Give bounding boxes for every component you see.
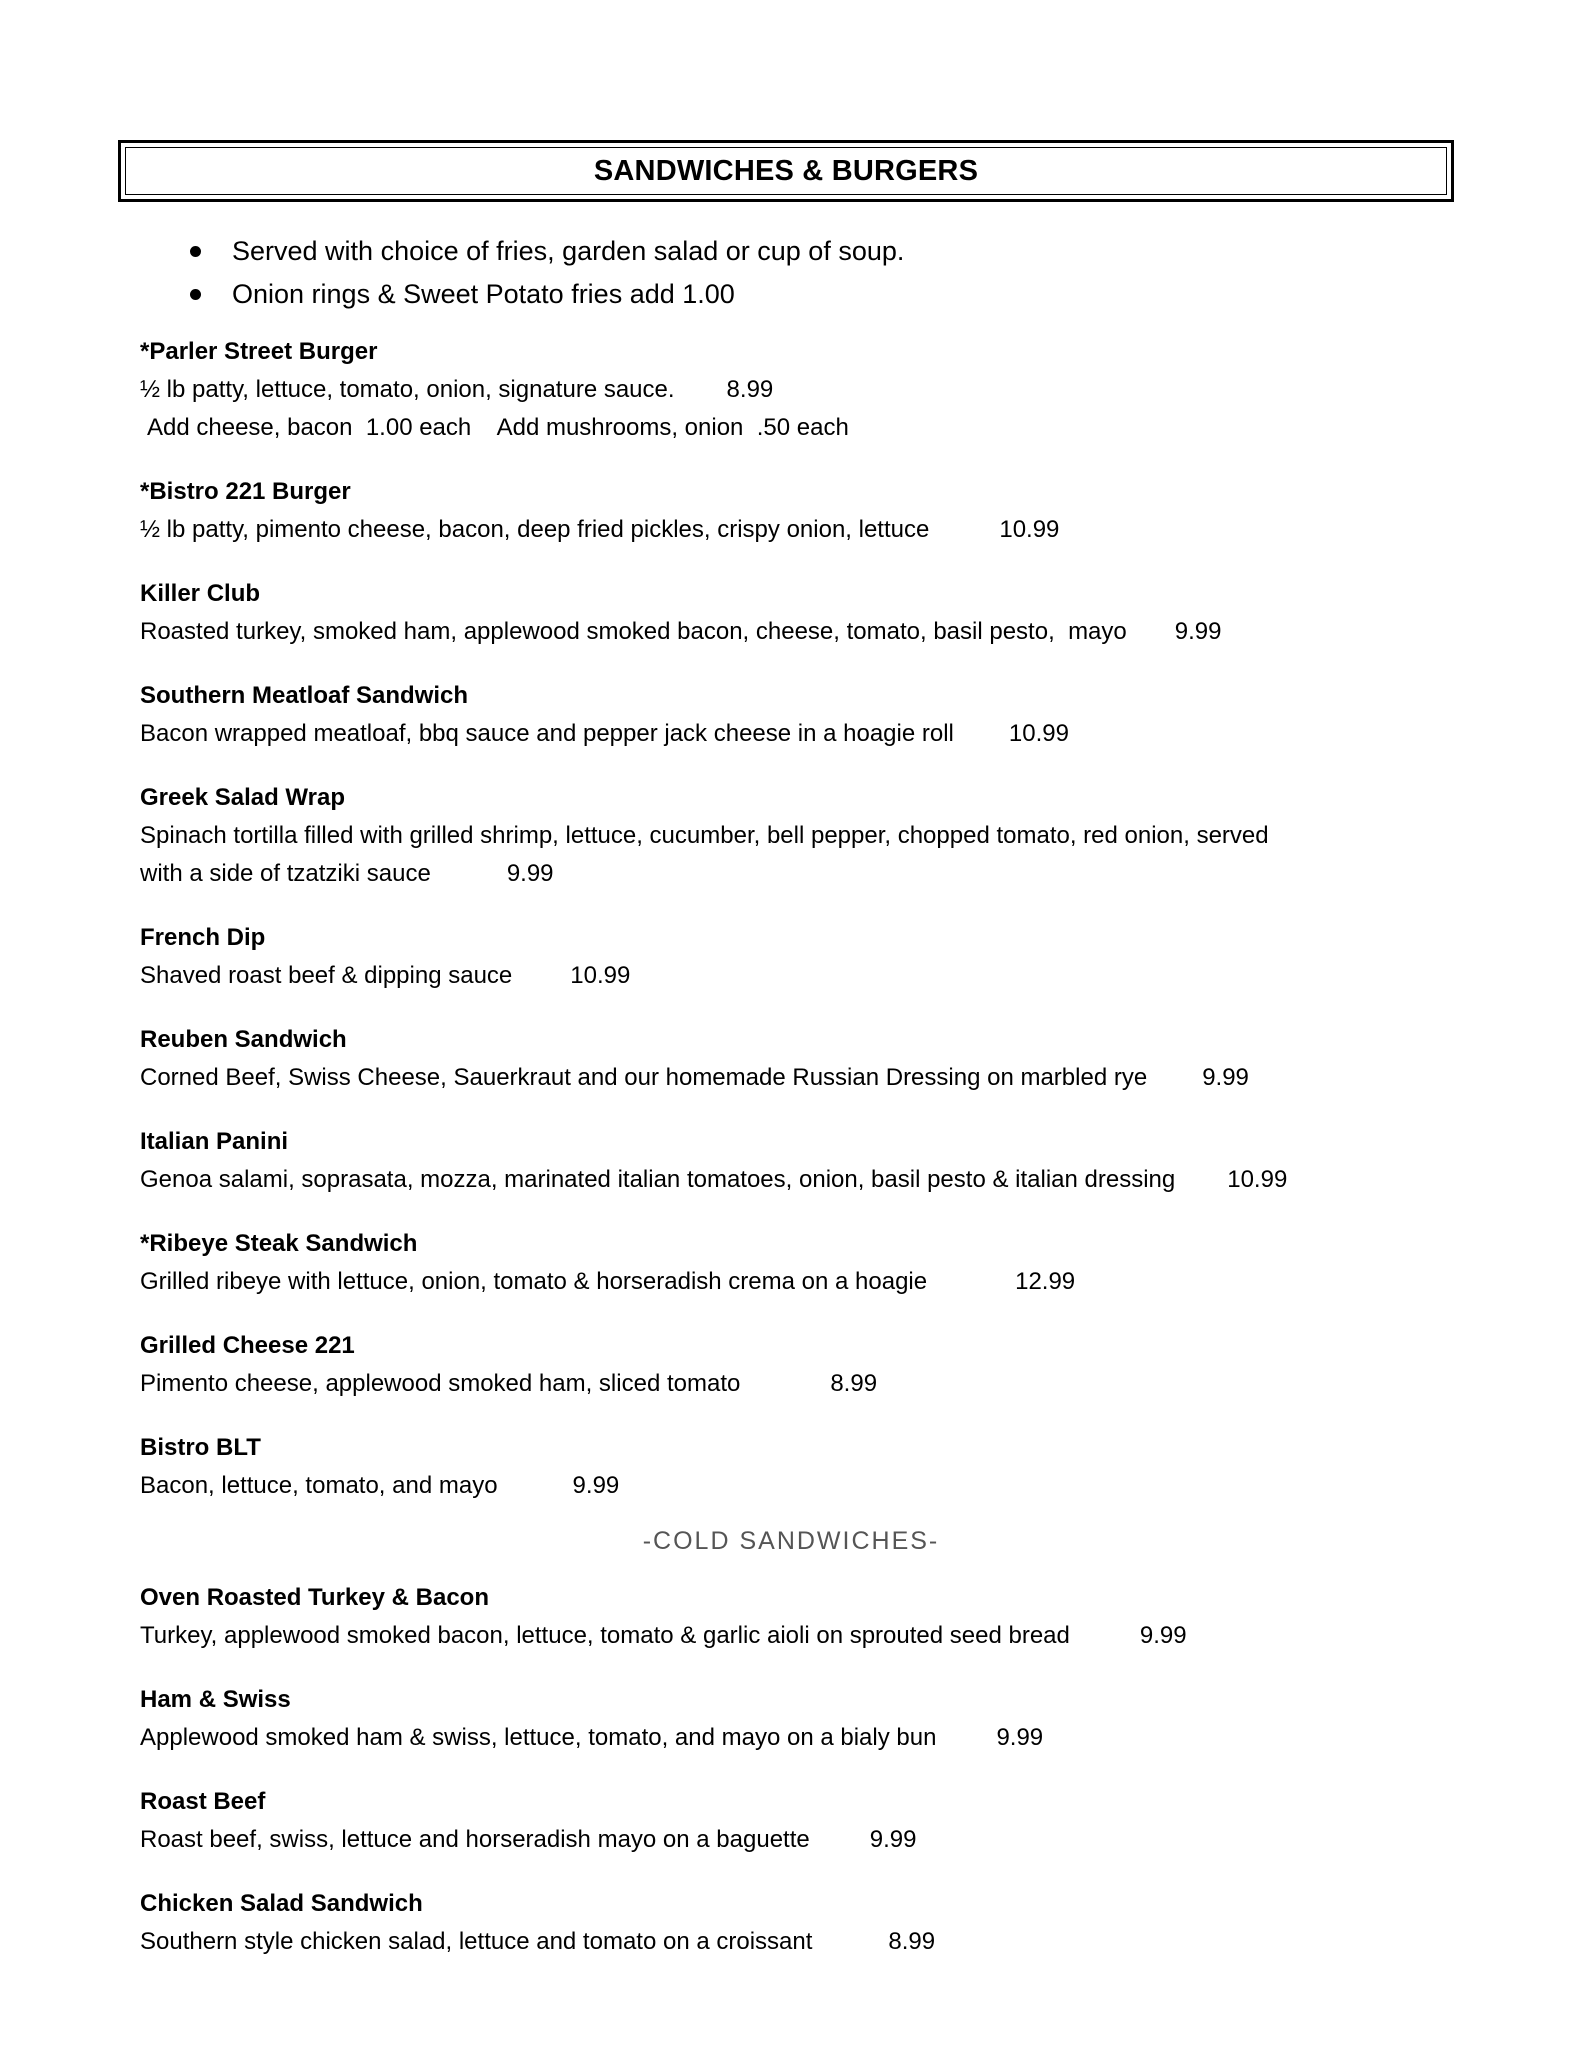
item-name: *Bistro 221 Burger (140, 478, 351, 505)
notes-list (186, 230, 904, 316)
item-price: 9.99 (996, 1724, 1044, 1751)
item-description: Spinach tortilla filled with grilled shrimp, lettuce, cucumber, bell pepper, chopped tomato, red onion, served (140, 822, 1269, 849)
menu-item (140, 919, 630, 995)
item-description: Bacon wrapped meatloaf, bbq sauce and pepper jack cheese in a hoagie roll (140, 720, 954, 747)
item-name: Reuben Sandwich (140, 1026, 347, 1053)
menu-item (140, 473, 1059, 549)
item-description: Applewood smoked ham & swiss, lettuce, tomato, and mayo on a bialy bun (140, 1724, 937, 1751)
item-name: Grilled Cheese 221 (140, 1332, 355, 1359)
item-description: Pimento cheese, applewood smoked ham, sliced tomato (140, 1370, 741, 1397)
menu-item (140, 1225, 1075, 1301)
item-name: Greek Salad Wrap (140, 784, 345, 811)
bullet-icon (190, 246, 201, 257)
item-name: *Ribeye Steak Sandwich (140, 1230, 418, 1257)
section-header-box (118, 140, 1454, 202)
item-name: Killer Club (140, 580, 261, 607)
note-item: Onion rings & Sweet Potato fries add 1.00 (186, 273, 904, 316)
item-price: 9.99 (869, 1826, 917, 1853)
menu-item (140, 1783, 916, 1859)
item-name: *Parler Street Burger (140, 338, 378, 365)
item-extra: Add cheese, bacon 1.00 each Add mushrooms, onion .50 each (147, 414, 849, 441)
item-name: Southern Meatloaf Sandwich (140, 682, 469, 709)
item-price: 9.99 (506, 860, 554, 887)
item-name: French Dip (140, 924, 266, 951)
item-description: Turkey, applewood smoked bacon, lettuce, tomato & garlic aioli on sprouted seed bread (140, 1622, 1070, 1649)
item-name: Oven Roasted Turkey & Bacon (140, 1584, 489, 1611)
item-description: Roast beef, swiss, lettuce and horseradish mayo on a baguette (140, 1826, 810, 1853)
item-name: Bistro BLT (140, 1434, 261, 1461)
note-item: Served with choice of fries, garden salad or cup of soup. (186, 230, 904, 273)
item-name: Chicken Salad Sandwich (140, 1890, 423, 1917)
item-price: 9.99 (1202, 1064, 1249, 1091)
item-price: 8.99 (888, 1928, 936, 1955)
menu-item (140, 1021, 1249, 1097)
item-description: Southern style chicken salad, lettuce and tomato on a croissant (140, 1928, 813, 1955)
bullet-icon (190, 289, 201, 300)
item-description: Genoa salami, soprasata, mozza, marinated italian tomatoes, onion, basil pesto & italian dressing (140, 1166, 1176, 1193)
section-title: SANDWICHES & BURGERS (593, 154, 979, 187)
menu-item (140, 1579, 1187, 1655)
item-description-continued: with a side of tzatziki sauce (140, 860, 431, 887)
item-price: 10.99 (999, 516, 1060, 543)
item-price: 10.99 (570, 962, 631, 989)
menu-item (140, 1681, 1043, 1757)
item-description: Corned Beef, Swiss Cheese, Sauerkraut and our homemade Russian Dressing on marbled rye (140, 1064, 1148, 1091)
item-description: Shaved roast beef & dipping sauce (140, 962, 513, 989)
item-name: Italian Panini (140, 1128, 289, 1155)
item-price: 12.99 (1015, 1268, 1076, 1295)
menu-item (140, 333, 849, 447)
section-header-inner-border (125, 147, 1447, 195)
item-price: 9.99 (1174, 618, 1222, 645)
menu-item (140, 1885, 935, 1961)
item-price: 10.99 (1008, 720, 1069, 747)
item-description: Grilled ribeye with lettuce, onion, tomato & horseradish crema on a hoagie (140, 1268, 928, 1295)
item-description: ½ lb patty, pimento cheese, bacon, deep fried pickles, crispy onion, lettuce (140, 516, 930, 543)
item-price: 10.99 (1227, 1166, 1288, 1193)
item-price: 9.99 (572, 1472, 620, 1499)
item-price: 8.99 (830, 1370, 878, 1397)
menu-item (140, 677, 1069, 753)
item-description: ½ lb patty, lettuce, tomato, onion, signature sauce. (140, 376, 675, 403)
menu-item (140, 779, 1269, 893)
item-name: Roast Beef (140, 1788, 266, 1815)
menu-item (140, 1327, 877, 1403)
item-price: 8.99 (726, 376, 774, 403)
cold-sandwiches-header: -COLD SANDWICHES- (642, 1527, 940, 1555)
menu-item (140, 1123, 1287, 1199)
menu-item (140, 1429, 619, 1505)
menu-item (140, 575, 1221, 651)
item-name: Ham & Swiss (140, 1686, 291, 1713)
item-price: 9.99 (1139, 1622, 1187, 1649)
item-description: Roasted turkey, smoked ham, applewood smoked bacon, cheese, tomato, basil pesto, mayo (140, 618, 1127, 645)
item-description: Bacon, lettuce, tomato, and mayo (140, 1472, 498, 1499)
